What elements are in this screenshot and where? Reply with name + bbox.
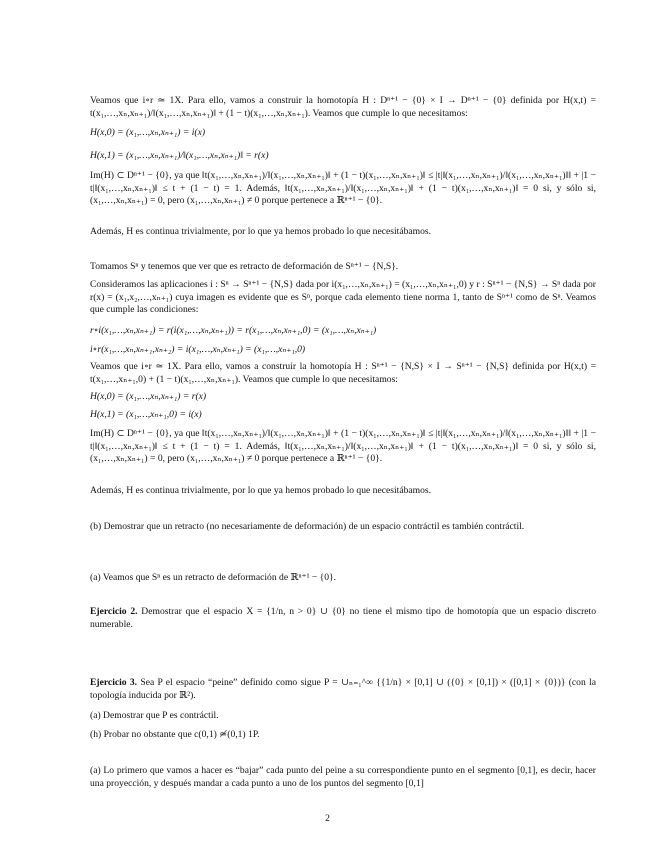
section1-conclusion: Además, H es continua trivialmente, por lo que ya hemos probado lo que necesitábamos. <box>90 226 432 237</box>
section2-eq-h0: H(x,0) = (x₁,…,xₙ,xₙ₊₁) = r(x) <box>90 391 207 402</box>
page-number: 2 <box>325 813 330 824</box>
ejercicio-2-label: Ejercicio 2. <box>90 606 138 617</box>
ejercicio-3-item-a: (a) Demostrar que P es contráctil. <box>90 710 219 721</box>
section2-maps: Consideramos las aplicaciones i : Sⁿ → Sⁿ⁺¹ − {N,S} dada por i(x₁,…,xₙ,xₙ₊₁) = (x₁,…,xₙ,xₙ₊₁,0) y r : Sⁿ⁺¹ − {N,S} → Sⁿ dada por r(x) = (x₁,x₂,…,xₙ₊₁) cuya imagen es evidente que es Sⁿ, porque cada elemento tiene norma 1, tanto de Sⁿ⁺¹ como de Sⁿ. Veamos que cumple las condiciones: <box>90 279 596 316</box>
ejercicio-3-item-b: (h) Probar no obstante que c(0,1) ≄(0,1) 1P. <box>90 729 260 740</box>
section1-image-argument: Im(H) ⊂ Dⁿ⁺¹ − {0}, ya que ‖t(x₁,…,xₙ,xₙ₊₁)/‖(x₁,…,xₙ,xₙ₊₁)‖ + (1 − t)(x₁,…,xₙ,xₙ₊₁)‖ ≤ |t|‖(x₁,…,xₙ,xₙ₊₁)/‖(x₁,…,xₙ,xₙ₊₁)‖‖ + |1 − t|‖(x₁,…,xₙ,xₙ₊₁)‖ ≤ t + (1 − t) = 1. Además, ‖t(x₁,…,xₙ,xₙ₊₁)/‖(x₁,…,xₙ,xₙ₊₁)‖ + (1 − t)(x₁,…,xₙ,xₙ₊₁)‖ = 0 si, y sólo si, (x₁,…,xₙ,xₙ₊₁) = 0, pero (x₁,…,xₙ,xₙ₊₁) ≠ 0 porque pertenece a ℝⁿ⁺¹ − {0}. <box>90 170 596 207</box>
section1-intro: Veamos que i∘r ≃ 1X. Para ello, vamos a construir la homotopía H : Dⁿ⁺¹ − {0} × I → Dⁿ⁺¹ − {0} definida por H(x,t) = t(x₁,…,xₙ,xₙ₊₁)/‖(x₁,…,xₙ,xₙ₊₁)‖ + (1 − t)(x₁,…,xₙ,xₙ₊₁). Veamos que cumple lo que necesitamos: <box>90 95 596 119</box>
section2-conclusion: Además, H es continua trivialmente, por lo que ya hemos probado lo que necesitábamos. <box>90 485 432 496</box>
section2-eq-h1: H(x,1) = (x₁,…,xₙ₊₁,0) = i(x) <box>90 409 202 420</box>
section2-eq-ri: r∘i(x₁,…,xₙ,xₙ₊₁) = r(i(x₁,…,xₙ,xₙ₊₁)) = r(x₁,…,xₙ,xₙ₊₁,0) = (x₁,…,xₙ,xₙ₊₁) <box>90 325 377 336</box>
ejercicio-3-answer-a: (a) Lo primero que vamos a hacer es “bajar” cada punto del peine a su correspondiente punto en el segmento [0,1], es decir, hacer una proyección, y después mandar a cada punto a uno de los puntos del segmento [0,1] <box>90 765 596 789</box>
section1-eq-h0: H(x,0) = (x₁,…,xₙ,xₙ₊₁) = i(x) <box>90 127 206 138</box>
part-b-statement: (b) Demostrar que un retracto (no necesariamente de deformación) de un espacio contráctil es también contráctil. <box>90 521 525 532</box>
ejercicio-3 <box>90 677 596 702</box>
section2-eq-ir: i∘r(x₁,…,xₙ,xₙ₊₁,xₙ₊₂) = i(x₁,…,xₙ,xₙ₊₁) = (x₁,…,xₙ₊₁,0) <box>90 344 306 355</box>
ejercicio-3-text: Sea P el espacio “peine” definido como sigue P = ∪ₙ₌₁^∞ {{1/n} × [0,1] ∪ ({0} × [0,1]) × ([0,1] × {0})} (con la topología inducida por ℝ²). <box>90 677 596 701</box>
section2-homotopy: Veamos que i∘r ≃ 1X. Para ello, vamos a construir la homotopía H : Sⁿ⁺¹ − {N,S} × I → Sⁿ⁺¹ − {N,S} definida por H(x,t) = t(x₁,…,xₙ₊₁,0) + (1 − t)(x₁,…,xₙ,xₙ₊₁). Veamos que cumple lo que necesitamos: <box>90 361 596 385</box>
ejercicio-2-text: Demostrar que el espacio X = {1/n, n > 0} ∪ {0} no tiene el mismo tipo de homotopía que un espacio discreto numerable. <box>90 606 596 630</box>
section2-image-argument: Im(H) ⊂ Dⁿ⁺¹ − {0}, ya que ‖t(x₁,…,xₙ,xₙ₊₁)/‖(x₁,…,xₙ,xₙ₊₁)‖ + (1 − t)(x₁,…,xₙ,xₙ₊₁)‖ ≤ |t|‖(x₁,…,xₙ,xₙ₊₁)/‖(x₁,…,xₙ,xₙ₊₁)‖‖ + |1 − t|‖(x₁,…,xₙ,xₙ₊₁)‖ ≤ t + (1 − t) = 1. Además, ‖t(x₁,…,xₙ,xₙ₊₁)/‖(x₁,…,xₙ,xₙ₊₁)‖ + (1 − t)(x₁,…,xₙ,xₙ₊₁)‖ = 0 si, y sólo si, (x₁,…,xₙ,xₙ₊₁) = 0, pero (x₁,…,xₙ,xₙ₊₁) ≠ 0 porque pertenece a ℝⁿ⁺¹ − {0}. <box>90 428 596 465</box>
section2-intro: Tomamos Sⁿ y tenemos que ver que es retracto de deformación de Sⁿ⁺¹ − {N,S}. <box>90 261 399 272</box>
ejercicio-3-label: Ejercicio 3. <box>90 677 138 688</box>
part-a-note: (a) Veamos que Sⁿ es un retracto de deformación de ℝⁿ⁺¹ − {0}. <box>90 572 337 583</box>
ejercicio-2 <box>90 606 596 631</box>
section1-eq-h1: H(x,1) = (x₁,…,xₙ,xₙ₊₁)/‖(x₁,…,xₙ,xₙ₊₁)‖ = r(x) <box>90 150 269 161</box>
